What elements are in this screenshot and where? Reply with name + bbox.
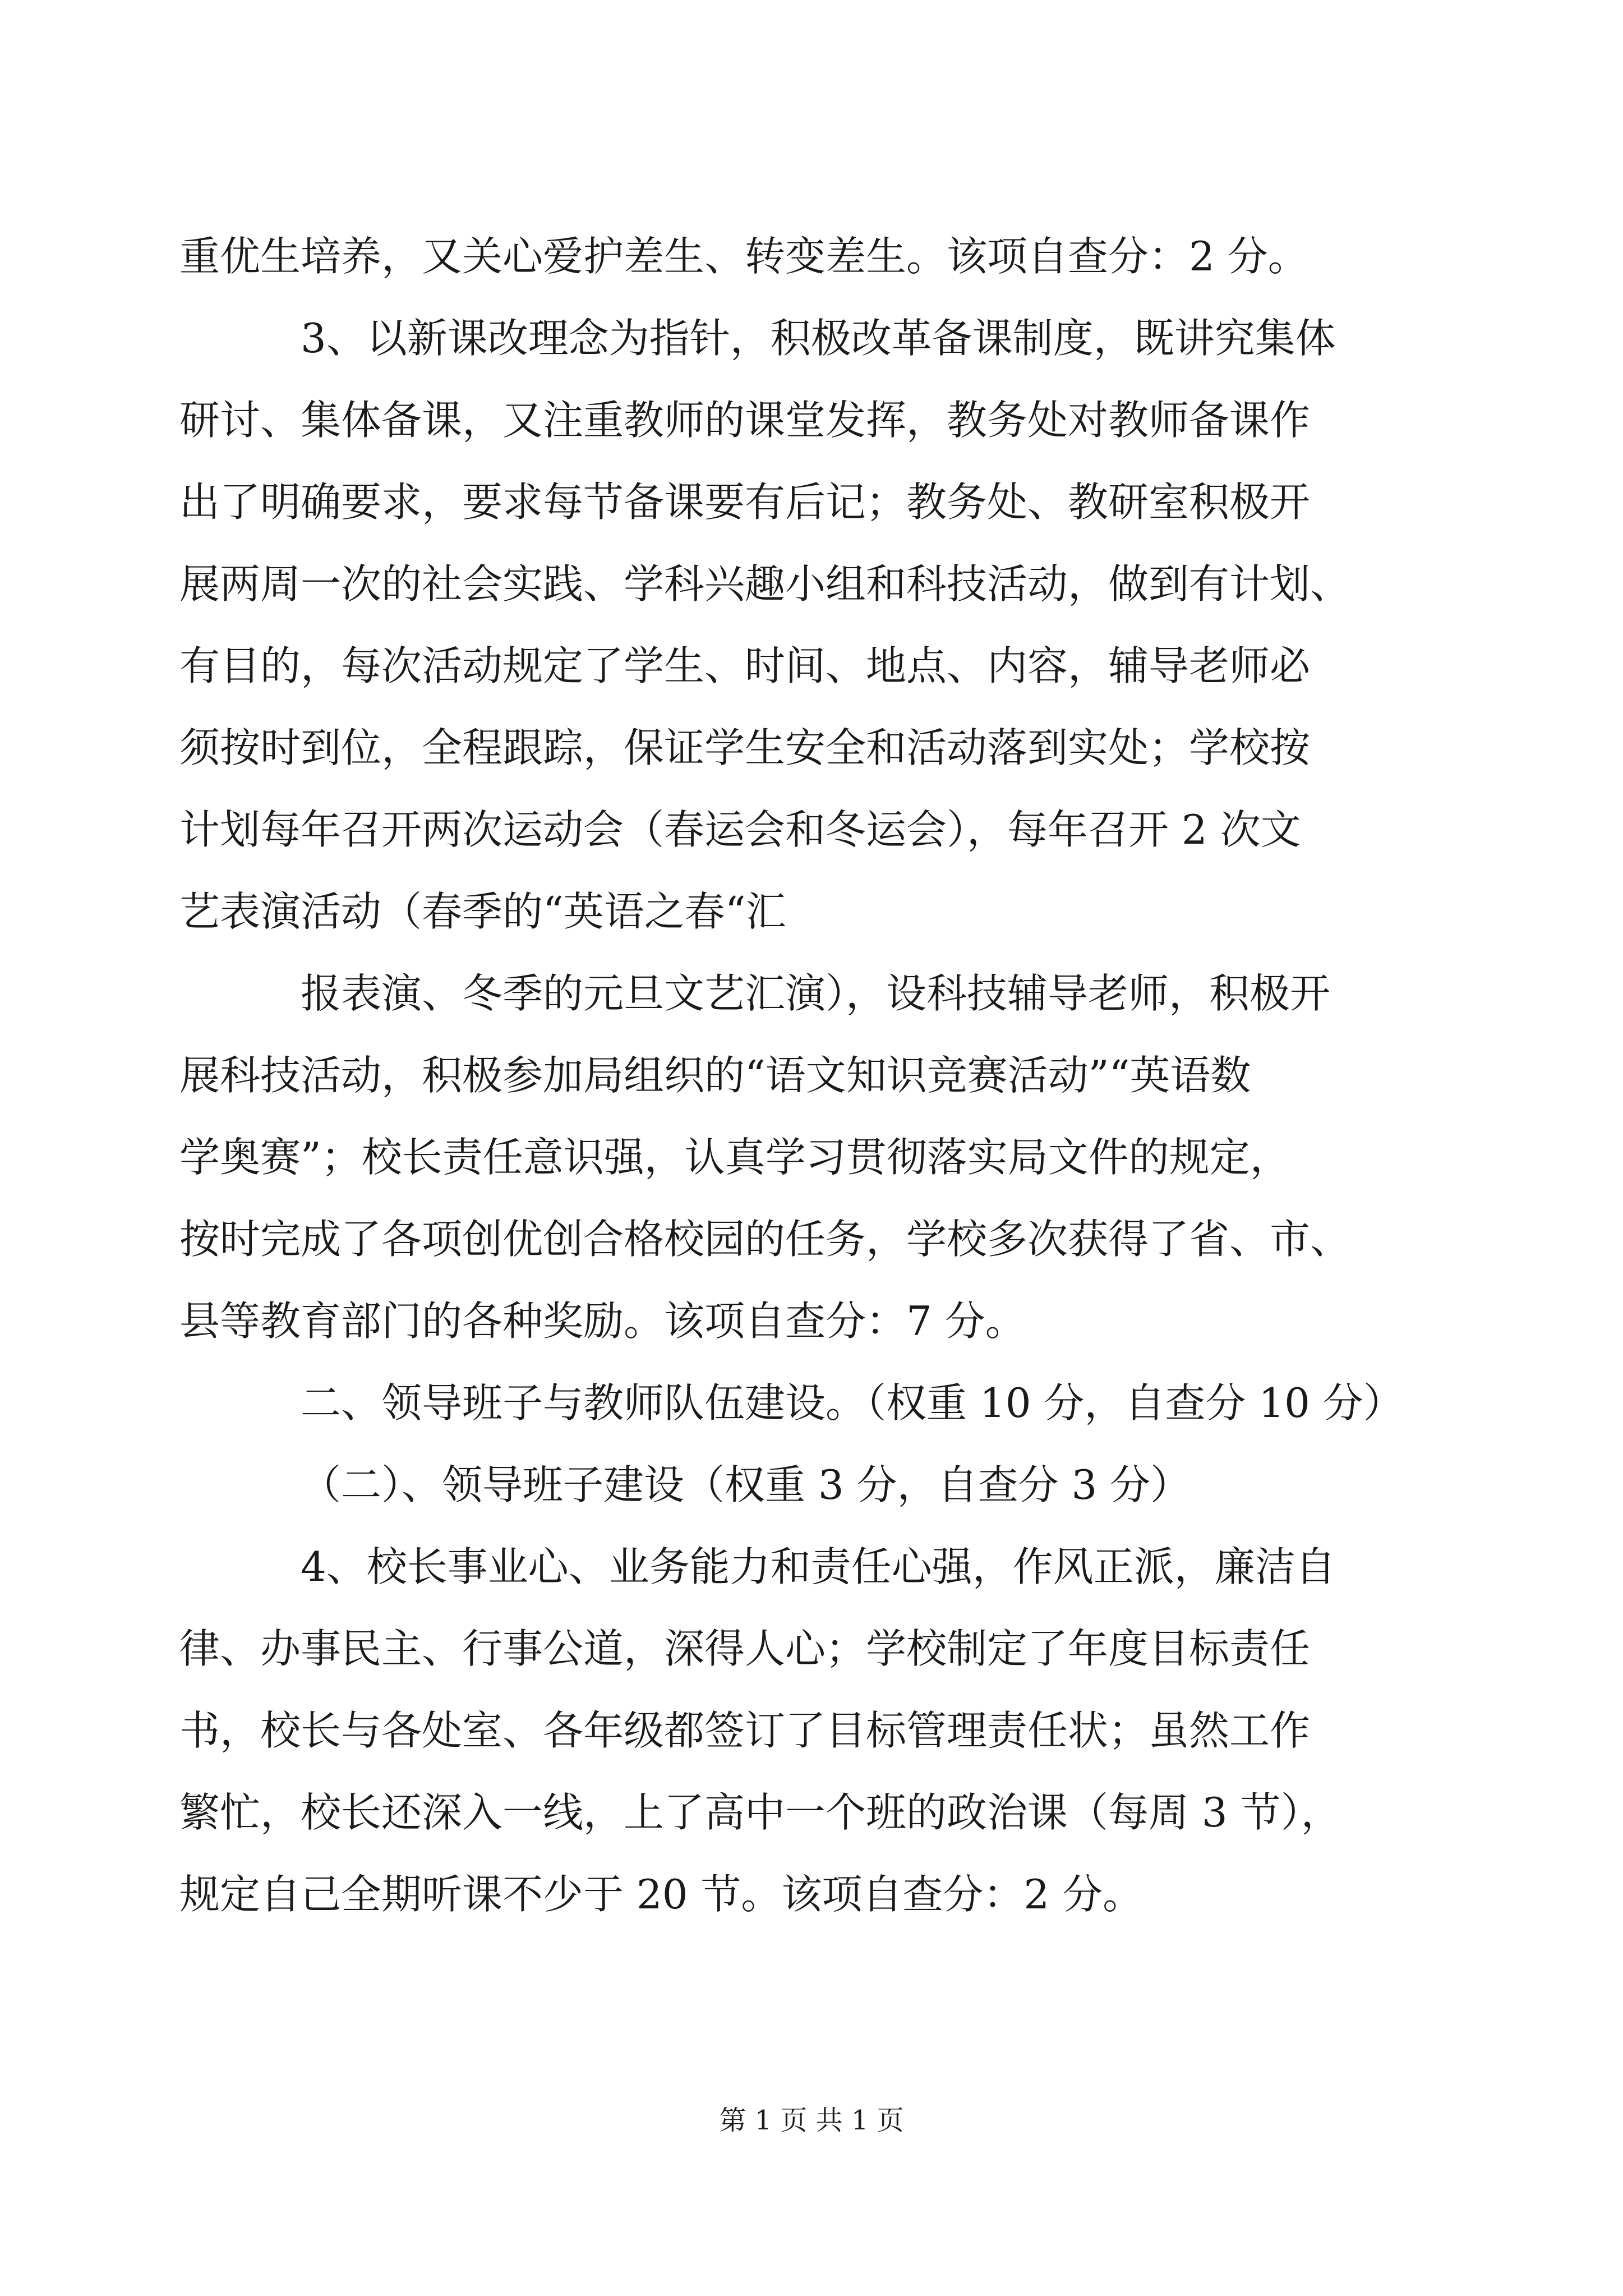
paragraph-line: 须按时到位，全程跟踪，保证学生安全和活动落到实处；学校按 xyxy=(179,724,1311,771)
paragraph-line: 按时完成了各项创优创合格校园的任务，学校多次获得了省、市、 xyxy=(179,1216,1351,1263)
page-number: 第 1 页 共 1 页 xyxy=(719,2105,904,2136)
paragraph-line: 规定自己全期听课不少于 20 节。该项自查分：2 分。 xyxy=(179,1871,1144,1918)
paragraph-line: 有目的，每次活动规定了学生、时间、地点、内容，辅导老师必 xyxy=(179,642,1311,689)
paragraph-line: 律、办事民主、行事公道，深得人心；学校制定了年度目标责任 xyxy=(179,1625,1311,1672)
subsection-heading: （二）、领导班子建设（权重 3 分，自查分 3 分） xyxy=(301,1461,1191,1508)
paragraph-line: 繁忙，校长还深入一线，上了高中一个班的政治课（每周 3 节）， xyxy=(179,1789,1341,1836)
page-footer xyxy=(0,2104,1623,2137)
paragraph-line: 县等教育部门的各种奖励。该项自查分：7 分。 xyxy=(179,1297,1026,1345)
paragraph-line: 报表演、冬季的元旦文艺汇演），设科技辅导老师，积极开 xyxy=(301,970,1331,1017)
paragraph-line: 4、校长事业心、业务能力和责任心强，作风正派，廉洁自 xyxy=(301,1543,1336,1590)
paragraph-line: 学奥赛”；校长责任意识强，认真学习贯彻落实局文件的规定， xyxy=(179,1134,1290,1181)
paragraph-line: 艺表演活动（春季的“英语之春“汇 xyxy=(179,888,786,935)
paragraph-line: 展两周一次的社会实践、学科兴趣小组和科技活动，做到有计划、 xyxy=(179,560,1351,608)
paragraph-line: 重优生培养，又关心爱护差生、转变差生。该项自查分：2 分。 xyxy=(179,233,1308,280)
paragraph-line: 研讨、集体备课，又注重教师的课堂发挥，教务处对教师备课作 xyxy=(179,397,1311,444)
paragraph-line: 展科技活动，积极参加局组织的“语文知识竞赛活动”“英语数 xyxy=(179,1052,1251,1099)
paragraph-line: 出了明确要求，要求每节备课要有后记；教务处、教研室积极开 xyxy=(179,478,1311,526)
paragraph-line: 3、以新课改理念为指针，积极改革备课制度，既讲究集体 xyxy=(301,315,1336,362)
paragraph-line: 计划每年召开两次运动会（春运会和冬运会），每年召开 2 次文 xyxy=(179,806,1301,853)
section-heading: 二、领导班子与教师队伍建设。（权重 10 分，自查分 10 分） xyxy=(301,1379,1404,1427)
paragraph-line: 书，校长与各处室、各年级都签订了目标管理责任状；虽然工作 xyxy=(179,1707,1311,1754)
